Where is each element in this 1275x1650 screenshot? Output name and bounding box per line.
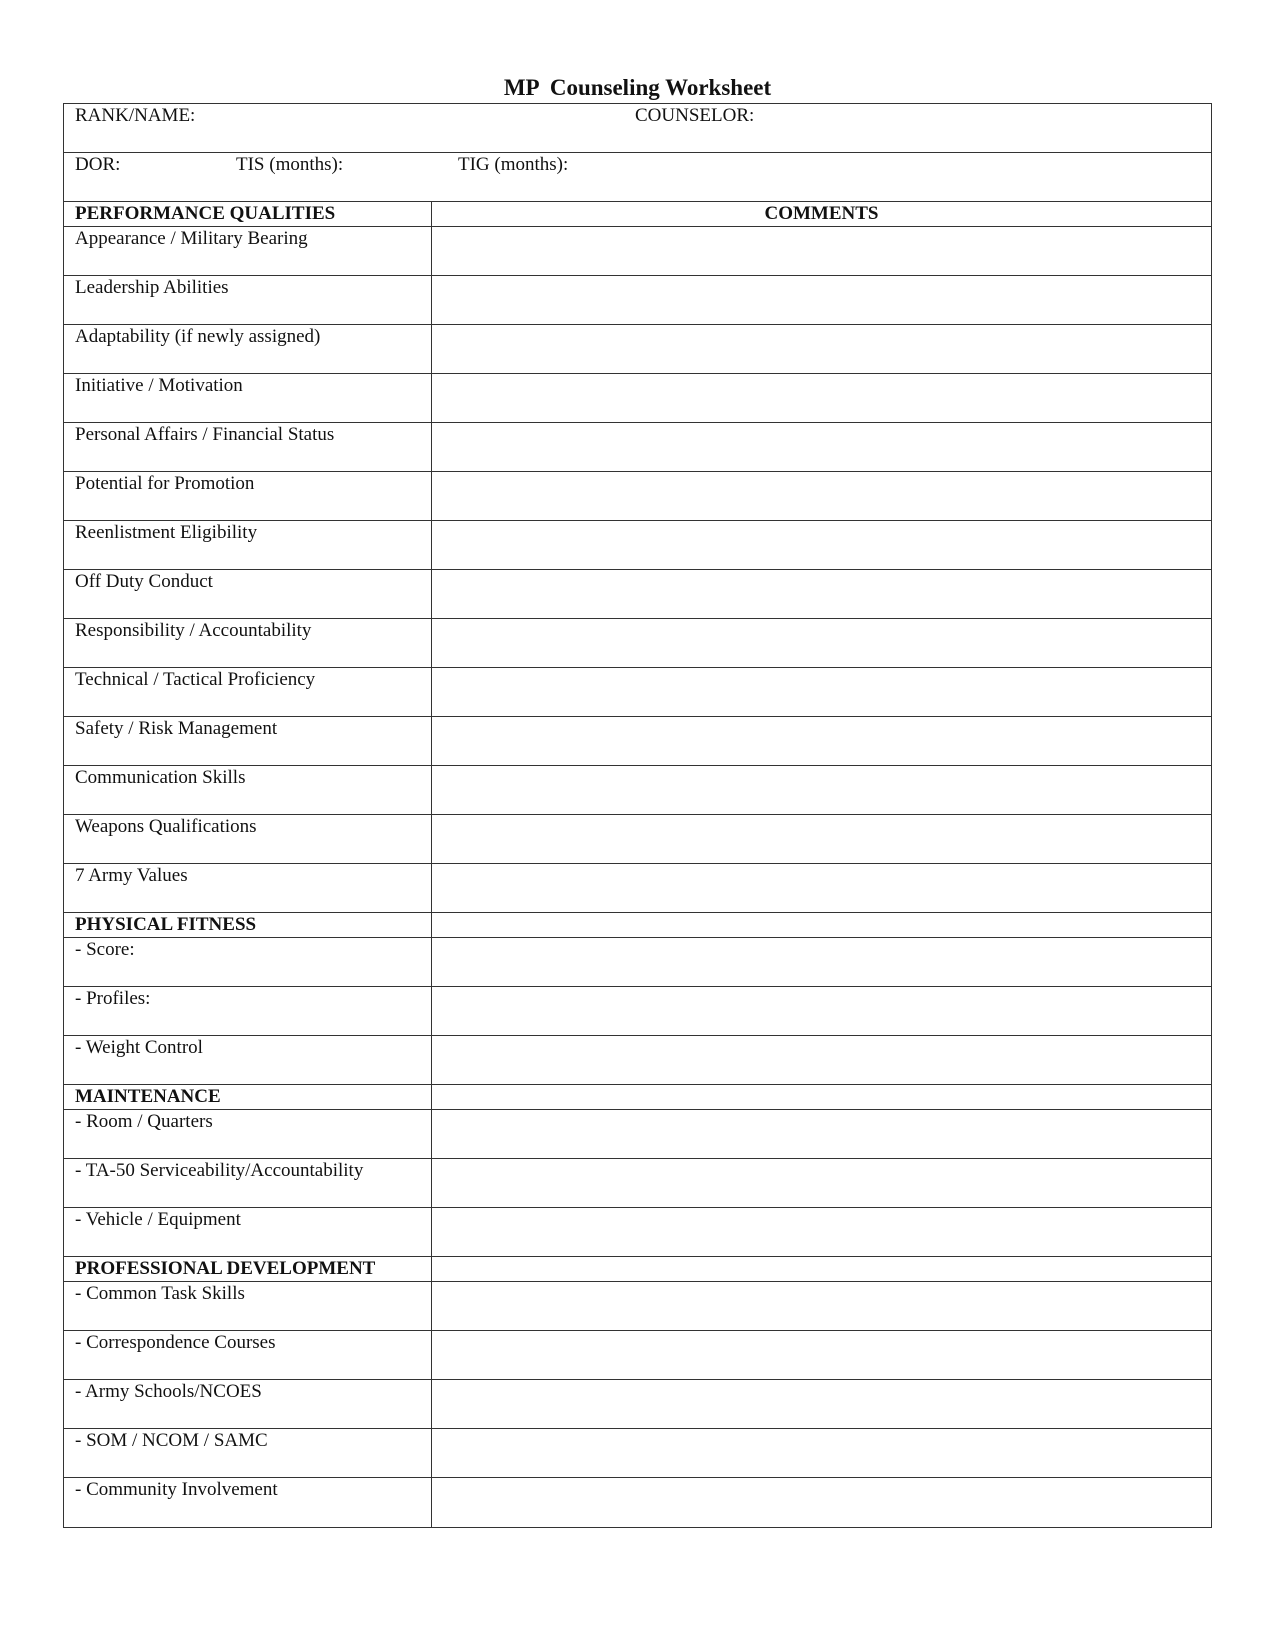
comment-cell	[432, 913, 1211, 937]
quality-label: Appearance / Military Bearing	[64, 227, 432, 275]
quality-label: Potential for Promotion	[64, 472, 432, 520]
comment-cell[interactable]	[432, 668, 1211, 716]
comment-cell[interactable]	[432, 1036, 1211, 1084]
comment-cell[interactable]	[432, 570, 1211, 618]
table-row	[64, 938, 1211, 987]
quality-label: Communication Skills	[64, 766, 432, 814]
comment-cell[interactable]	[432, 1110, 1211, 1158]
quality-label: Responsibility / Accountability	[64, 619, 432, 667]
quality-label: - Common Task Skills	[64, 1282, 432, 1330]
table-row	[64, 521, 1211, 570]
quality-label: - SOM / NCOM / SAMC	[64, 1429, 432, 1477]
table-row	[64, 619, 1211, 668]
table-row	[64, 1478, 1211, 1527]
comment-cell[interactable]	[432, 521, 1211, 569]
quality-label: Weapons Qualifications	[64, 815, 432, 863]
table-row	[64, 987, 1211, 1036]
table-row	[64, 423, 1211, 472]
comment-cell[interactable]	[432, 717, 1211, 765]
quality-label: Leadership Abilities	[64, 276, 432, 324]
comment-cell[interactable]	[432, 227, 1211, 275]
comment-cell[interactable]	[432, 325, 1211, 373]
table-row	[64, 1380, 1211, 1429]
table-row	[64, 815, 1211, 864]
quality-label: - Correspondence Courses	[64, 1331, 432, 1379]
table-row	[64, 766, 1211, 815]
comment-cell[interactable]	[432, 472, 1211, 520]
quality-label: - TA-50 Serviceability/Accountability	[64, 1159, 432, 1207]
table-row	[64, 668, 1211, 717]
section-title: PERFORMANCE QUALITIES	[64, 202, 432, 226]
table-row	[64, 276, 1211, 325]
table-row	[64, 1331, 1211, 1380]
section-header-performance	[64, 202, 1211, 227]
table-row	[64, 472, 1211, 521]
quality-label: Reenlistment Eligibility	[64, 521, 432, 569]
section-title: PHYSICAL FITNESS	[64, 913, 432, 937]
table-row	[64, 325, 1211, 374]
dor-label: DOR:	[75, 154, 121, 175]
comments-heading: COMMENTS	[764, 203, 879, 224]
section-header-physical	[64, 913, 1211, 938]
quality-label: - Score:	[64, 938, 432, 986]
comment-cell[interactable]	[432, 1331, 1211, 1379]
section-title: PROFESSIONAL DEVELOPMENT	[64, 1257, 432, 1281]
comment-cell[interactable]	[432, 276, 1211, 324]
table-row	[64, 570, 1211, 619]
quality-label: - Profiles:	[64, 987, 432, 1035]
table-row	[64, 1282, 1211, 1331]
comment-cell[interactable]	[432, 1282, 1211, 1330]
table-row	[64, 1110, 1211, 1159]
comment-cell	[432, 1257, 1211, 1281]
table-row	[64, 717, 1211, 766]
quality-label: Safety / Risk Management	[64, 717, 432, 765]
quality-label: - Community Involvement	[64, 1478, 432, 1527]
quality-label: Off Duty Conduct	[64, 570, 432, 618]
counseling-worksheet-table	[63, 103, 1212, 1528]
quality-label: Adaptability (if newly assigned)	[64, 325, 432, 373]
comment-cell[interactable]	[432, 1208, 1211, 1256]
comment-cell[interactable]	[432, 766, 1211, 814]
comment-cell[interactable]	[432, 374, 1211, 422]
table-row	[64, 227, 1211, 276]
table-row	[64, 374, 1211, 423]
section-title: MAINTENANCE	[64, 1085, 432, 1109]
comment-cell[interactable]	[432, 1429, 1211, 1477]
comment-cell[interactable]	[432, 619, 1211, 667]
comment-cell[interactable]	[432, 1159, 1211, 1207]
comment-cell[interactable]	[432, 864, 1211, 912]
page-title: MP Counseling Worksheet	[503, 75, 772, 100]
section-header-maintenance	[64, 1085, 1211, 1110]
tig-label: TIG (months):	[458, 154, 569, 175]
header-row-dor-tis-tig	[64, 153, 1211, 202]
header-row-rank-counselor	[64, 104, 1211, 153]
counselor-label: COUNSELOR:	[635, 105, 755, 126]
quality-label: Initiative / Motivation	[64, 374, 432, 422]
section-header-professional	[64, 1257, 1211, 1282]
quality-label: Technical / Tactical Proficiency	[64, 668, 432, 716]
table-row	[64, 864, 1211, 913]
rank-name-label: RANK/NAME:	[75, 105, 196, 126]
table-row	[64, 1429, 1211, 1478]
quality-label: - Army Schools/NCOES	[64, 1380, 432, 1428]
quality-label: - Room / Quarters	[64, 1110, 432, 1158]
table-row	[64, 1208, 1211, 1257]
table-row	[64, 1036, 1211, 1085]
table-row	[64, 1159, 1211, 1208]
quality-label: 7 Army Values	[64, 864, 432, 912]
comment-cell[interactable]	[432, 1380, 1211, 1428]
quality-label: Personal Affairs / Financial Status	[64, 423, 432, 471]
comment-cell[interactable]	[432, 987, 1211, 1035]
tis-label: TIS (months):	[236, 154, 344, 175]
quality-label: - Weight Control	[64, 1036, 432, 1084]
comment-cell[interactable]	[432, 815, 1211, 863]
comment-cell[interactable]	[432, 938, 1211, 986]
comment-cell[interactable]	[432, 423, 1211, 471]
comment-cell[interactable]	[432, 1478, 1211, 1527]
quality-label: - Vehicle / Equipment	[64, 1208, 432, 1256]
comment-cell	[432, 1085, 1211, 1109]
